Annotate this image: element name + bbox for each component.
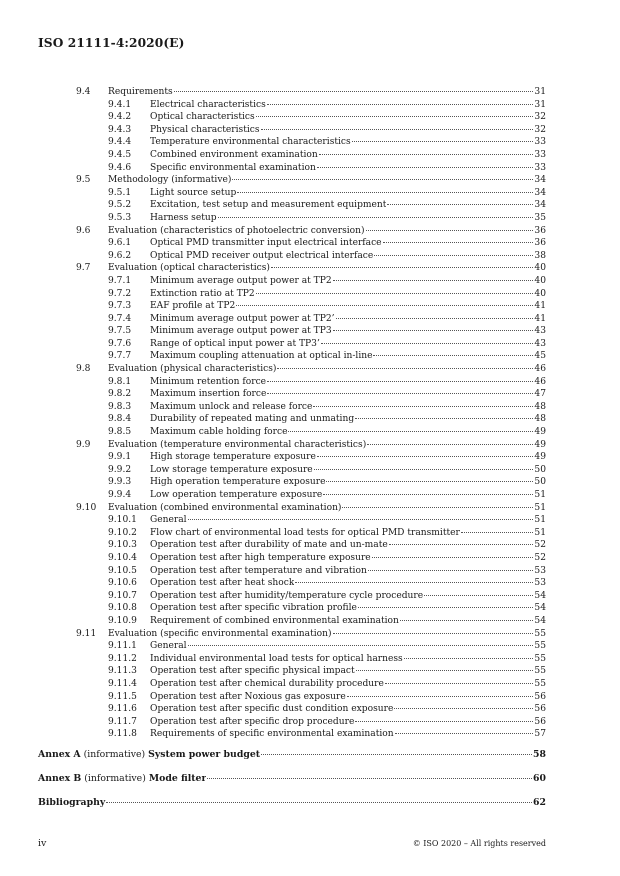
dot-leader	[387, 204, 533, 205]
toc-entry-number: 9.11.8	[108, 729, 137, 740]
toc-entry[interactable]	[38, 401, 546, 414]
dot-leader	[367, 444, 533, 445]
toc-entry-title: Evaluation (specific environmental examination)	[108, 628, 332, 639]
toc-entry-number: 9.7.2	[108, 288, 132, 299]
dot-leader	[267, 104, 534, 105]
dot-leader	[218, 217, 534, 218]
toc-entry[interactable]	[38, 552, 546, 565]
toc-entry[interactable]	[38, 212, 546, 225]
toc-entry-title: Combined environment examination	[150, 149, 318, 160]
dot-leader	[232, 179, 533, 180]
toc-entry-title: EAF profile at TP2	[150, 301, 236, 312]
dot-leader	[267, 381, 533, 382]
toc-entry-number: 9.6	[76, 225, 91, 236]
page-number: iv	[38, 838, 47, 849]
toc-entry-number: 9.4.3	[108, 124, 132, 135]
toc-entry[interactable]	[38, 124, 546, 137]
toc-entry-page: 49	[534, 452, 546, 463]
toc-entry-page: 36	[534, 225, 546, 236]
dot-leader	[317, 456, 534, 457]
toc-entry-title: Light source setup	[150, 187, 237, 198]
toc-entry-number: 9.8.2	[108, 389, 132, 400]
toc-entry-page: 48	[534, 401, 546, 412]
toc-entry[interactable]	[38, 451, 546, 464]
toc-entry-page: 35	[534, 212, 546, 223]
toc-entry-title: Evaluation (characteristics of photoelectric conversion)	[108, 225, 365, 236]
toc-entry-page: 40	[534, 275, 546, 286]
toc-entry-title: Operation test after durability of mate and un-mate	[150, 540, 388, 551]
toc-entry-number: 9.11.1	[108, 641, 137, 652]
dot-leader	[395, 733, 534, 734]
toc-entry-number: 9.7.7	[108, 351, 132, 362]
toc-entry-page: 31	[534, 99, 546, 110]
toc-entry[interactable]	[38, 136, 546, 149]
toc-entry-title: Operation test after temperature and vibration	[150, 565, 367, 576]
toc-entry[interactable]	[38, 413, 546, 426]
dot-leader	[295, 582, 533, 583]
toc-entry[interactable]	[38, 653, 546, 666]
dot-leader	[267, 393, 533, 394]
dot-leader	[288, 431, 533, 432]
toc-entry[interactable]	[38, 187, 546, 200]
toc-entry[interactable]	[38, 602, 546, 615]
toc-entry-number: 9.11.7	[108, 716, 137, 727]
dot-leader	[383, 242, 534, 243]
toc-entry-number: 9.11.3	[108, 666, 137, 677]
dot-leader	[333, 280, 534, 281]
toc-entry-number: 9.10.3	[108, 540, 137, 551]
toc-entry[interactable]	[38, 363, 546, 376]
toc-entry[interactable]	[38, 174, 546, 187]
toc-entry-page: 56	[534, 691, 546, 702]
toc-entry-number: 9.10	[76, 502, 97, 513]
annex-informative-note: (informative)	[84, 772, 146, 784]
toc-entry-title: Temperature environmental characteristics	[150, 137, 351, 148]
toc-entry-title: High operation temperature exposure	[150, 477, 326, 488]
dot-leader	[261, 129, 534, 130]
toc-entry-title: Electrical characteristics	[150, 99, 266, 110]
toc-entry-page: 55	[534, 641, 546, 652]
toc-entry[interactable]	[38, 502, 546, 515]
dot-leader	[404, 658, 534, 659]
toc-entry[interactable]	[38, 86, 546, 99]
toc-entry-title: Range of optical input power at TP3’	[150, 338, 320, 349]
toc-entry-page: 55	[534, 653, 546, 664]
toc-entry-number: 9.7.3	[108, 301, 132, 312]
toc-entry-number: 9.6.2	[108, 250, 132, 261]
dot-leader	[326, 481, 533, 482]
toc-entry-number: 9.10.5	[108, 565, 137, 576]
toc-entry-title: Maximum unlock and release force	[150, 401, 313, 412]
annex-title: Mode filter	[148, 772, 207, 784]
toc-entry-title: Optical characteristics	[150, 112, 255, 123]
toc-entry-page: 57	[534, 729, 546, 740]
toc-entry[interactable]	[38, 313, 546, 326]
annex-title: System power budget	[148, 748, 261, 760]
toc-entry[interactable]	[38, 691, 546, 704]
toc-entry-page: 56	[534, 716, 546, 727]
dot-leader	[373, 355, 533, 356]
toc-entry-page: 55	[534, 628, 546, 639]
toc-entry[interactable]	[38, 162, 546, 175]
toc-entry-title: Minimum average output power at TP3	[150, 326, 332, 337]
toc-entry-title: Optical PMD transmitter input electrical interface	[150, 238, 382, 249]
toc-entry-title: Requirements	[108, 87, 173, 97]
toc-entry[interactable]	[38, 514, 546, 527]
toc-entry-number: 9.8.4	[108, 414, 132, 425]
toc-entry-number: 9.4.4	[108, 137, 132, 148]
toc-entry-page: 51	[534, 502, 546, 513]
toc-entry-title: Methodology (informative)	[108, 175, 232, 186]
toc-entry-page: 54	[534, 615, 546, 626]
toc-entry-page: 36	[534, 238, 546, 249]
toc-entry-title: Low storage temperature exposure	[150, 464, 313, 475]
toc-entry[interactable]	[38, 716, 546, 729]
toc-entry-page: 40	[534, 288, 546, 299]
toc-entry-title: Evaluation (combined environmental examination)	[108, 502, 342, 513]
toc-entry-page: 50	[534, 477, 546, 488]
toc-entry[interactable]	[38, 262, 546, 275]
toc-entry-title: Operation test after humidity/temperature cycle procedure	[150, 590, 424, 601]
toc-entry-number: 9.6.1	[108, 238, 132, 249]
annex-page: 62	[533, 796, 546, 808]
toc-entry-title: Minimum retention force	[150, 376, 267, 387]
toc-entry[interactable]	[38, 527, 546, 540]
toc-entry-number: 9.7	[76, 263, 91, 274]
toc-entry-title: Excitation, test setup and measurement equipment	[150, 200, 387, 211]
toc-entry-title: Flow chart of environmental load tests for optical PMD transmitter	[150, 527, 460, 538]
toc-entry-title: Requirements of specific environmental examination	[150, 729, 394, 740]
toc-entry-number: 9.5.1	[108, 187, 132, 198]
toc-entry-title: Operation test after high temperature exposure	[150, 552, 371, 563]
toc-entry-title: Minimum average output power at TP2	[150, 275, 332, 286]
toc-entry-page: 33	[534, 149, 546, 160]
toc-entry-title: Low operation temperature exposure	[150, 490, 323, 500]
toc-entry-title: Minimum average output power at TP2’	[150, 313, 335, 324]
toc-entry-page: 52	[534, 540, 546, 551]
toc-entry-number: 9.8.3	[108, 401, 132, 412]
toc-entry-page: 45	[534, 351, 546, 362]
toc-entry-number: 9.9	[76, 439, 91, 450]
dot-leader	[323, 494, 533, 495]
annex-label: Annex B	[38, 772, 82, 784]
toc-entry-page: 31	[534, 87, 546, 97]
toc-entry-page: 34	[534, 187, 546, 198]
toc-bibliography-entry[interactable]	[38, 794, 546, 812]
toc-entry-page: 55	[534, 666, 546, 677]
toc-entry[interactable]	[38, 149, 546, 162]
toc-entry-title: Maximum insertion force	[150, 389, 267, 400]
toc-entry-number: 9.9.1	[108, 452, 132, 463]
toc-annex-entry[interactable]	[38, 770, 546, 788]
toc-entry[interactable]	[38, 678, 546, 691]
toc-entry[interactable]	[38, 565, 546, 578]
toc-entry-page: 41	[534, 313, 546, 324]
toc-entry-page: 40	[534, 263, 546, 274]
copyright-notice: © ISO 2020 – All rights reserved	[412, 839, 546, 848]
toc-entry-page: 32	[534, 112, 546, 123]
toc-entry[interactable]	[38, 615, 546, 628]
toc-entry-page: 51	[534, 527, 546, 538]
toc-entry[interactable]	[38, 628, 546, 641]
toc-entry-page: 33	[534, 162, 546, 173]
dot-leader	[314, 469, 534, 470]
toc-entry-number: 9.10.2	[108, 527, 137, 538]
toc-entry-number: 9.4.5	[108, 149, 132, 160]
dot-leader	[358, 607, 534, 608]
dot-leader	[319, 154, 534, 155]
toc-entry[interactable]	[38, 539, 546, 552]
toc-entry-title: Extinction ratio at TP2	[150, 288, 255, 299]
dot-leader	[317, 167, 534, 168]
toc-entry-number: 9.11.5	[108, 691, 137, 702]
toc-entry[interactable]	[38, 476, 546, 489]
annex-page: 58	[533, 748, 546, 760]
dot-leader	[394, 708, 533, 709]
toc-entry-number: 9.10.7	[108, 590, 137, 601]
toc-entry[interactable]	[38, 250, 546, 263]
toc-entry-page: 46	[534, 376, 546, 387]
dot-leader	[336, 318, 534, 319]
dot-leader	[174, 91, 534, 92]
annex-label: Annex A	[38, 748, 81, 760]
toc-entry-number: 9.4.6	[108, 162, 132, 173]
toc-entry[interactable]	[38, 111, 546, 124]
dot-leader	[321, 343, 534, 344]
toc-entry-page: 48	[534, 414, 546, 425]
dot-leader	[355, 721, 533, 722]
toc-entry-title: General	[150, 515, 187, 526]
toc-entry-page: 49	[534, 427, 546, 438]
toc-entry-number: 9.11	[76, 628, 97, 639]
dot-leader	[372, 557, 534, 558]
dot-leader	[261, 754, 532, 755]
toc-entry[interactable]	[38, 288, 546, 301]
dot-leader	[236, 305, 533, 306]
toc-entry-title: Operation test after specific physical impact	[150, 666, 355, 677]
toc-entry-page: 51	[534, 490, 546, 500]
dot-leader	[356, 670, 534, 671]
toc-entry-page: 53	[534, 578, 546, 589]
toc-entry-title: Optical PMD receiver output electrical interface	[150, 250, 374, 261]
toc-entry[interactable]	[38, 99, 546, 112]
toc-entry-number: 9.10.6	[108, 578, 137, 589]
toc-entry[interactable]	[38, 577, 546, 590]
toc-entry-page: 51	[534, 515, 546, 526]
toc-entry[interactable]	[38, 237, 546, 250]
toc-entry-number: 9.4.1	[108, 99, 132, 110]
toc-entry-number: 9.9.4	[108, 490, 132, 500]
toc-entry-number: 9.7.1	[108, 275, 132, 286]
dot-leader	[385, 683, 534, 684]
toc-entry[interactable]	[38, 489, 546, 502]
toc-entry-page: 50	[534, 464, 546, 475]
dot-leader	[347, 696, 534, 697]
toc-entry-page: 54	[534, 590, 546, 601]
table-of-contents	[38, 86, 546, 812]
toc-entry-number: 9.7.6	[108, 338, 132, 349]
toc-entry[interactable]	[38, 439, 546, 452]
toc-entry-title: Operation test after specific vibration profile	[150, 603, 357, 614]
dot-leader	[271, 267, 533, 268]
toc-entry[interactable]	[38, 225, 546, 238]
toc-entry-title: Operation test after specific drop procedure	[150, 716, 355, 727]
annex-label: Bibliography	[38, 796, 106, 808]
toc-entry-title: Physical characteristics	[150, 124, 260, 135]
toc-entry-title: Maximum cable holding force	[150, 427, 288, 438]
toc-entry-number: 9.7.5	[108, 326, 132, 337]
toc-entry-number: 9.5	[76, 175, 91, 186]
dot-leader	[333, 330, 534, 331]
toc-entry-number: 9.8.5	[108, 427, 132, 438]
document-header: ISO 21111-4:2020(E)	[38, 36, 185, 50]
dot-leader	[366, 230, 534, 231]
toc-entry-page: 55	[534, 678, 546, 689]
toc-entry-page: 49	[534, 439, 546, 450]
toc-entry[interactable]	[38, 338, 546, 351]
toc-entry-number: 9.4.2	[108, 112, 132, 123]
toc-entry-page: 41	[534, 301, 546, 312]
toc-entry-page: 46	[534, 364, 546, 375]
toc-entry[interactable]	[38, 300, 546, 313]
toc-entry-page: 54	[534, 603, 546, 614]
toc-entry[interactable]	[38, 350, 546, 363]
toc-entry[interactable]	[38, 590, 546, 603]
toc-entry-title: Operation test after Noxious gas exposure	[150, 691, 346, 702]
dot-leader	[256, 116, 534, 117]
dot-leader	[389, 544, 534, 545]
dot-leader	[277, 368, 533, 369]
toc-entry-title: Individual environmental load tests for optical harness	[150, 653, 403, 664]
toc-entry[interactable]	[38, 426, 546, 439]
toc-entry-page: 53	[534, 565, 546, 576]
toc-entry-page: 34	[534, 175, 546, 186]
dot-leader	[342, 507, 533, 508]
toc-entry-number: 9.9.3	[108, 477, 132, 488]
dot-leader	[424, 595, 533, 596]
toc-entry-number: 9.10.4	[108, 552, 137, 563]
dot-leader	[237, 192, 533, 193]
toc-entry[interactable]	[38, 275, 546, 288]
toc-entry-number: 9.8	[76, 364, 91, 375]
toc-entry-number: 9.7.4	[108, 313, 132, 324]
toc-entry-page: 33	[534, 137, 546, 148]
toc-entry[interactable]	[38, 388, 546, 401]
toc-entry-title: General	[150, 641, 187, 652]
toc-entry-title: Requirement of combined environmental examination	[150, 615, 399, 626]
dot-leader	[313, 406, 533, 407]
dot-leader	[374, 255, 533, 256]
toc-entry-title: Evaluation (optical characteristics)	[108, 263, 270, 274]
toc-entry-title: Durability of repeated mating and unmating	[150, 414, 355, 425]
toc-annex-entry[interactable]	[38, 746, 546, 764]
toc-entry-title: Operation test after specific dust condition exposure	[150, 704, 394, 715]
toc-entry[interactable]	[38, 703, 546, 716]
toc-entry-title: High storage temperature exposure	[150, 452, 316, 463]
toc-entry-number: 9.10.9	[108, 615, 137, 626]
dot-leader	[400, 620, 534, 621]
toc-entry[interactable]	[38, 325, 546, 338]
toc-entry-number: 9.11.6	[108, 704, 137, 715]
toc-entry-title: Operation test after heat shock	[150, 578, 295, 589]
dot-leader	[368, 570, 534, 571]
toc-entry-title: Evaluation (temperature environmental characteristics)	[108, 439, 367, 450]
toc-entry-number: 9.5.2	[108, 200, 132, 211]
toc-entry[interactable]	[38, 376, 546, 389]
toc-entry-number: 9.11.4	[108, 678, 137, 689]
dot-leader	[256, 293, 534, 294]
toc-entry-page: 32	[534, 124, 546, 135]
annex-page: 60	[533, 772, 546, 784]
toc-entry-title: Harness setup	[150, 212, 217, 223]
toc-entry[interactable]	[38, 640, 546, 653]
dot-leader	[207, 778, 532, 779]
annex-informative-note: (informative)	[83, 748, 146, 760]
toc-entry-page: 56	[534, 704, 546, 715]
toc-entry-page: 47	[534, 389, 546, 400]
toc-entry-title: Operation test after chemical durability procedure	[150, 678, 384, 689]
toc-entry-number: 9.11.2	[108, 653, 137, 664]
dot-leader	[188, 645, 534, 646]
toc-entry-title: Evaluation (physical characteristics)	[108, 364, 277, 375]
toc-entry-number: 9.10.1	[108, 515, 137, 526]
toc-entry[interactable]	[38, 728, 546, 741]
dot-leader	[352, 141, 534, 142]
toc-entry-page: 43	[534, 326, 546, 337]
toc-entry[interactable]	[38, 199, 546, 212]
toc-entry-page: 38	[534, 250, 546, 261]
toc-entry[interactable]	[38, 665, 546, 678]
dot-leader	[355, 418, 533, 419]
toc-entry[interactable]	[38, 464, 546, 477]
toc-entry-page: 43	[534, 338, 546, 349]
dot-leader	[188, 519, 534, 520]
dot-leader	[461, 532, 534, 533]
toc-entry-title: Maximum coupling attenuation at optical in-line	[150, 351, 373, 362]
toc-entry-number: 9.5.3	[108, 212, 132, 223]
toc-entry-number: 9.10.8	[108, 603, 137, 614]
dot-leader	[333, 633, 534, 634]
toc-entry-number: 9.4	[76, 87, 91, 97]
toc-entry-page: 52	[534, 552, 546, 563]
dot-leader	[106, 802, 532, 803]
toc-entry-number: 9.9.2	[108, 464, 132, 475]
toc-entry-title: Specific environmental examination	[150, 162, 316, 173]
toc-entry-number: 9.8.1	[108, 376, 132, 387]
toc-entry-page: 34	[534, 200, 546, 211]
